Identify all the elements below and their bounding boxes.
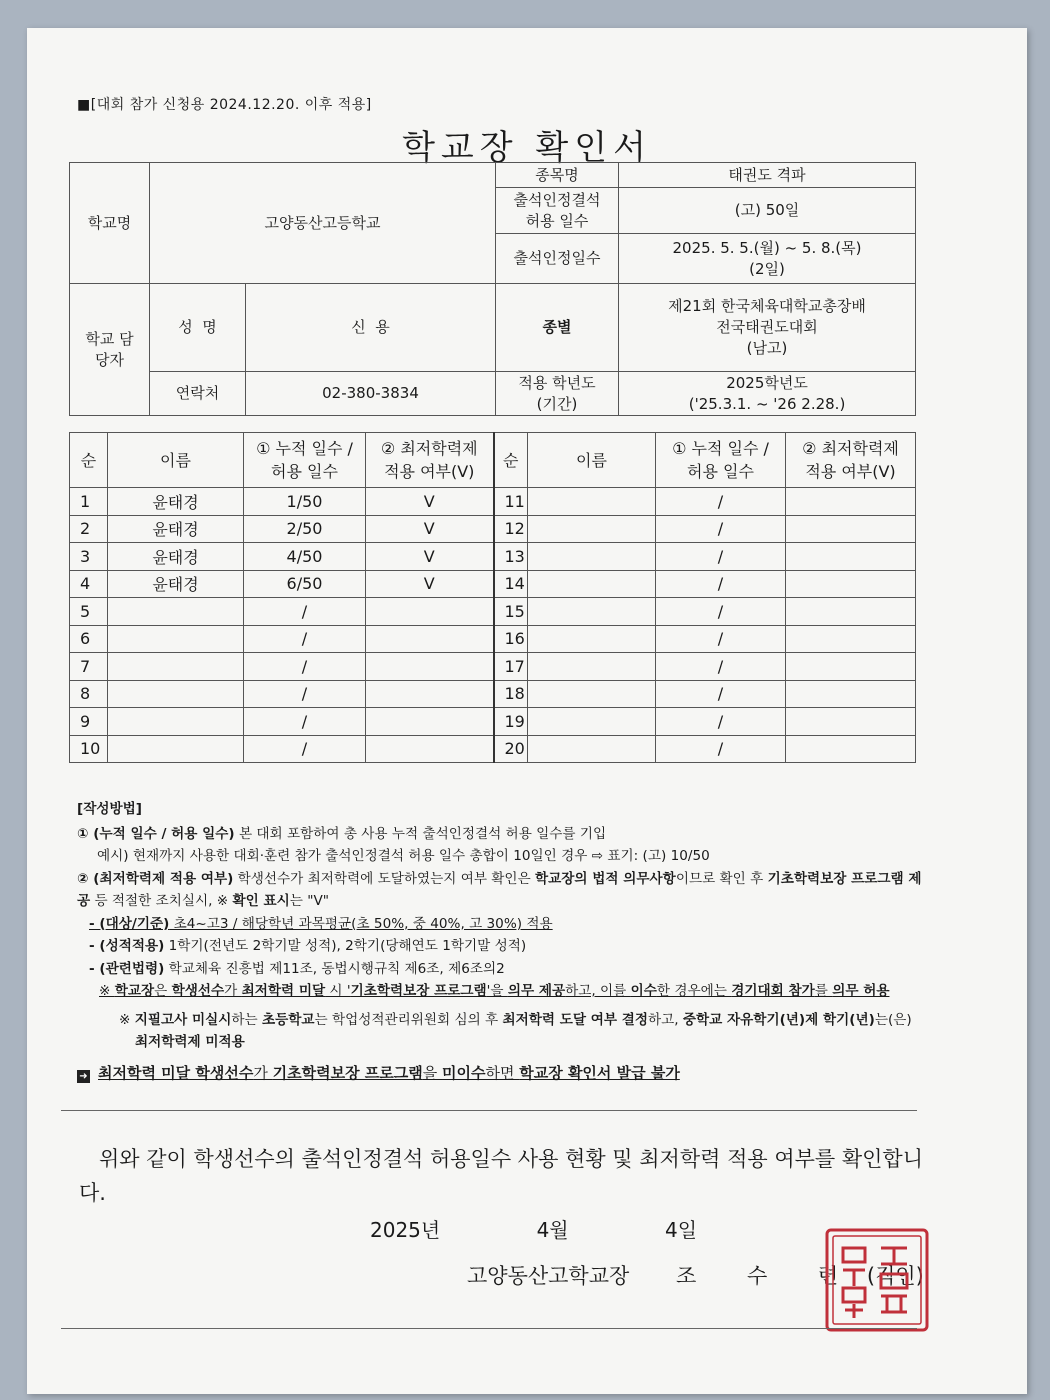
min-achievement-check (366, 598, 494, 626)
col-min-right (786, 433, 916, 488)
item1-text: 본 대회 포함하여 총 사용 누적 출석인정결석 허용 일수를 기입 (234, 825, 607, 842)
cumulative-days: / (656, 515, 786, 543)
table-row (70, 543, 916, 571)
cumulative-days: 2/50 (244, 515, 366, 543)
note2-i: 는(은) (874, 1011, 912, 1028)
col-days-right-line1: ① 누적 일수 / (672, 439, 769, 458)
signer-name: 조 수 련 (675, 1264, 861, 1288)
min-achievement-check (366, 735, 494, 763)
student-name (108, 708, 244, 736)
note2-e: 는 학업성적관리위원회 심의 후 (314, 1011, 503, 1028)
instruction-note-1 (77, 980, 927, 1003)
cumulative-days: / (656, 680, 786, 708)
info-table (69, 162, 916, 416)
col-min-left-line1: ② 최저학력제 (380, 439, 478, 458)
student-name (528, 488, 656, 516)
col-name-left: 이름 (108, 433, 244, 488)
note2-a: ※ (119, 1011, 135, 1028)
row-number: 18 (494, 680, 528, 708)
student-name (528, 598, 656, 626)
final-d: 을 (422, 1063, 443, 1082)
final-g: 학교장 확인서 발급 불가 (519, 1063, 680, 1082)
sub3-text: 학교체육 진흥법 제11조, 동법시행규칙 제6조, 제6조의2 (164, 960, 505, 977)
min-achievement-check (786, 598, 916, 626)
allowed-days-label: 출석인정결석 허용 일수 (496, 188, 619, 234)
row-number: 6 (70, 625, 108, 653)
instruction-item-1-example: 예시) 현재까지 사용한 대회·훈련 참가 출석인정결석 허용 일수 총합이 10일인 경우 ⇨ 표기: (고) 10/50 (97, 848, 710, 864)
student-name (108, 653, 244, 681)
min-achievement-check: V (366, 543, 494, 571)
item2-text-e: 등 적절한 조치실시, ※ (90, 893, 233, 909)
min-achievement-check (786, 708, 916, 736)
note2-f: 최저학력 도달 여부 결정 (502, 1011, 649, 1028)
col-min-left (366, 433, 494, 488)
note1-d: 학생선수 (171, 983, 225, 999)
sub1-bold: - (대상/기준) (89, 915, 170, 932)
row-number: 2 (70, 515, 108, 543)
row-number: 8 (70, 680, 108, 708)
row-number: 4 (70, 570, 108, 598)
student-name (528, 680, 656, 708)
instruction-sub-3 (77, 958, 927, 981)
min-achievement-check (786, 625, 916, 653)
note1-b: 학교장 (114, 983, 155, 999)
sub1-text: 초4~고3 / 해당학년 과목평균(초 50%, 중 40%, 고 30%) 적용 (169, 915, 553, 932)
row-number: 11 (494, 488, 528, 516)
col-name-right: 이름 (528, 433, 656, 488)
student-name (528, 708, 656, 736)
confirmation-statement: 위와 같이 학생선수의 출석인정결석 허용일수 사용 현황 및 최저학력 적용 여부를 확인합니다. (79, 1147, 924, 1205)
date-year: 2025년 (370, 1218, 441, 1242)
contact-label: 연락처 (150, 372, 246, 416)
table-header-row (70, 433, 916, 488)
note1-f: 최저학력 미달 (241, 983, 326, 999)
cumulative-days: / (656, 653, 786, 681)
student-name (528, 570, 656, 598)
recognized-days-range: 2025. 5. 5.(월) ~ 5. 8.(목) (672, 238, 862, 257)
category-division: (남고) (746, 339, 788, 357)
attendance-table (69, 432, 916, 763)
table-row (70, 570, 916, 598)
min-achievement-check: V (366, 488, 494, 516)
cumulative-days: / (244, 598, 366, 626)
row-number: 9 (70, 708, 108, 736)
table-row (70, 515, 916, 543)
divider-top (61, 1110, 917, 1111)
item2-bold: ② (최저학력제 적용 여부) (77, 870, 234, 887)
item2-text-g: 는 "V" (289, 893, 330, 909)
divider-bottom (61, 1328, 917, 1329)
form-usage-tag: ■[대회 참가 신청용 2024.12.20. 이후 적용] (77, 97, 372, 113)
table-row (70, 488, 916, 516)
category-value (619, 284, 916, 372)
table-row (70, 708, 916, 736)
seal-label: (직인) (866, 1264, 924, 1288)
student-name (528, 653, 656, 681)
row-number: 3 (70, 543, 108, 571)
table-row (70, 680, 916, 708)
note1-a: ※ (99, 983, 115, 999)
row-number: 15 (494, 598, 528, 626)
row-number: 16 (494, 625, 528, 653)
final-b: 가 (253, 1063, 273, 1082)
instructions-heading: [작성방법] (77, 801, 142, 817)
official-seal-icon (823, 1226, 931, 1334)
recognized-days-label: 출석인정일수 (496, 234, 619, 284)
min-achievement-check (786, 680, 916, 708)
year-label (496, 372, 619, 416)
allowed-days-value: (고) 50일 (619, 188, 916, 234)
sub2-bold: - (성적적용) (89, 938, 165, 954)
student-name: 윤태경 (108, 570, 244, 598)
min-achievement-check (366, 680, 494, 708)
min-achievement-check (786, 735, 916, 763)
instruction-item-1 (77, 823, 927, 846)
col-min-right-line1: ② 최저학력제 (802, 439, 899, 458)
note1-c: 은 (154, 983, 172, 999)
col-days-left-line1: ① 누적 일수 / (256, 439, 353, 458)
row-number: 12 (494, 515, 528, 543)
year-label-title: 적용 학년도 (518, 373, 596, 392)
category-label: 종별 (496, 284, 619, 372)
note1-o: 를 (814, 983, 833, 999)
student-name (528, 735, 656, 763)
col-days-right (656, 433, 786, 488)
cumulative-days: / (656, 735, 786, 763)
student-name (108, 735, 244, 763)
student-name: 윤태경 (108, 515, 244, 543)
instructions (77, 798, 927, 1084)
min-achievement-check: V (366, 515, 494, 543)
note1-p: 의무 허용 (832, 983, 890, 999)
col-days-left (244, 433, 366, 488)
note2-b: 지필고사 미실시 (134, 1011, 232, 1028)
note1-l: 이수 (630, 983, 657, 999)
note1-g: 시 ' (325, 983, 351, 999)
col-no-right: 순 (494, 433, 528, 488)
instruction-sub-2 (77, 935, 927, 958)
student-name (108, 625, 244, 653)
recognized-days-value (619, 234, 916, 284)
min-achievement-check (786, 570, 916, 598)
year-label-period: (기간) (536, 394, 578, 413)
note1-m: 한 경우에는 (656, 983, 732, 999)
document-page (27, 28, 1027, 1394)
cumulative-days: / (244, 625, 366, 653)
sub2-text: 1학기(전년도 2학기말 성적), 2학기(당해연도 1학기말 성적) (164, 938, 527, 954)
final-f: 하면 (485, 1063, 520, 1082)
item2-bold-b: 학교장의 법적 의무사항 (535, 870, 676, 887)
row-number: 13 (494, 543, 528, 571)
row-number: 17 (494, 653, 528, 681)
instruction-sub-1 (77, 913, 927, 936)
table-row (70, 735, 916, 763)
table-row (70, 653, 916, 681)
date-day: 4일 (664, 1218, 698, 1242)
row-number: 7 (70, 653, 108, 681)
school-label: 학교명 (70, 163, 150, 284)
cumulative-days: / (656, 708, 786, 736)
name-value: 신 용 (246, 284, 496, 372)
note1-k: 하고, 이를 (565, 983, 631, 999)
year-value-period: ('25.3.1. ~ '26 2.28.) (688, 394, 846, 413)
note1-n: 경기대회 참가 (731, 983, 815, 999)
cumulative-days: 4/50 (244, 543, 366, 571)
event-value: 태권도 격파 (619, 163, 916, 188)
cumulative-days: 1/50 (244, 488, 366, 516)
cumulative-days: / (656, 570, 786, 598)
cumulative-days: / (244, 680, 366, 708)
note1-h: 기초학력보장 프로그램 (350, 983, 487, 999)
cumulative-days: / (244, 653, 366, 681)
min-achievement-check (366, 625, 494, 653)
min-achievement-check (786, 488, 916, 516)
student-name (108, 598, 244, 626)
cumulative-days: / (244, 708, 366, 736)
col-no-left: 순 (70, 433, 108, 488)
item2-text-a: 학생선수가 최저학력에 도달하였는지 여부 확인은 (233, 870, 536, 887)
student-name (528, 543, 656, 571)
cumulative-days: / (656, 543, 786, 571)
item1-bold: ① (누적 일수 / 허용 일수) (77, 825, 235, 842)
item2-bold-f: 확인 표시 (232, 893, 290, 909)
year-value (619, 372, 916, 416)
name-label: 성 명 (150, 284, 246, 372)
event-label: 종목명 (496, 163, 619, 188)
instruction-final-warning (77, 1062, 927, 1085)
document-title: 학교장 확인서 (402, 128, 652, 168)
col-min-left-line2: 적용 여부(V) (384, 462, 475, 481)
cumulative-days: / (656, 625, 786, 653)
category-event: 전국태권도대회 (716, 318, 818, 336)
arrow-box-icon: ➜ (77, 1070, 90, 1083)
student-name: 윤태경 (108, 543, 244, 571)
note2-h: 중학교 자유학기(년)제 학기(년) (682, 1011, 875, 1028)
contact-value: 02-380-3834 (246, 372, 496, 416)
student-name (528, 625, 656, 653)
note2-d: 초등학교 (261, 1011, 315, 1028)
col-days-left-line2: 허용 일수 (271, 462, 338, 481)
cumulative-days: / (244, 735, 366, 763)
student-name (108, 680, 244, 708)
instruction-item-2 (77, 868, 927, 913)
issue-date (370, 1214, 747, 1243)
col-min-right-line2: 적용 여부(V) (805, 462, 896, 481)
final-a: 최저학력 미달 학생선수 (98, 1063, 254, 1082)
min-achievement-check (786, 653, 916, 681)
note2-c: 하는 (231, 1011, 262, 1028)
cumulative-days: 6/50 (244, 570, 366, 598)
sub3-bold: - (관련법령) (89, 960, 165, 977)
min-achievement-check (786, 543, 916, 571)
min-achievement-check (366, 708, 494, 736)
item2-bold-d: 기초학력보장 프로그램 제공 (77, 870, 922, 909)
note2-j: 최저학력제 미적용 (135, 1034, 245, 1050)
recognized-days-count: (2일) (749, 259, 785, 278)
cumulative-days: / (656, 488, 786, 516)
note1-e: 가 (224, 983, 242, 999)
row-number: 14 (494, 570, 528, 598)
category-competition: 제21회 한국체육대학교총장배 (668, 297, 866, 315)
cumulative-days: / (656, 598, 786, 626)
school-value: 고양동산고등학교 (150, 163, 496, 284)
note1-i: '을 (486, 983, 508, 999)
row-number: 19 (494, 708, 528, 736)
item2-text-c: 이므로 확인 후 (675, 870, 768, 887)
note2-g: 하고, (648, 1011, 683, 1028)
row-number: 5 (70, 598, 108, 626)
student-name: 윤태경 (108, 488, 244, 516)
row-number: 10 (70, 735, 108, 763)
min-achievement-check (366, 653, 494, 681)
manager-label: 학교 담당자 (70, 284, 150, 416)
table-row (70, 598, 916, 626)
row-number: 1 (70, 488, 108, 516)
instruction-note-2 (77, 1009, 927, 1054)
table-row (70, 625, 916, 653)
signer-school: 고양동산고학교장 (467, 1264, 630, 1288)
date-month: 4월 (536, 1218, 569, 1242)
final-e: 미이수 (442, 1063, 486, 1082)
col-days-right-line2: 허용 일수 (687, 462, 754, 481)
row-number: 20 (494, 735, 528, 763)
final-c: 기초학력보장 프로그램 (272, 1063, 423, 1082)
note1-j: 의무 제공 (507, 983, 566, 999)
year-value-title: 2025학년도 (726, 373, 808, 392)
student-name (528, 515, 656, 543)
min-achievement-check: V (366, 570, 494, 598)
min-achievement-check (786, 515, 916, 543)
